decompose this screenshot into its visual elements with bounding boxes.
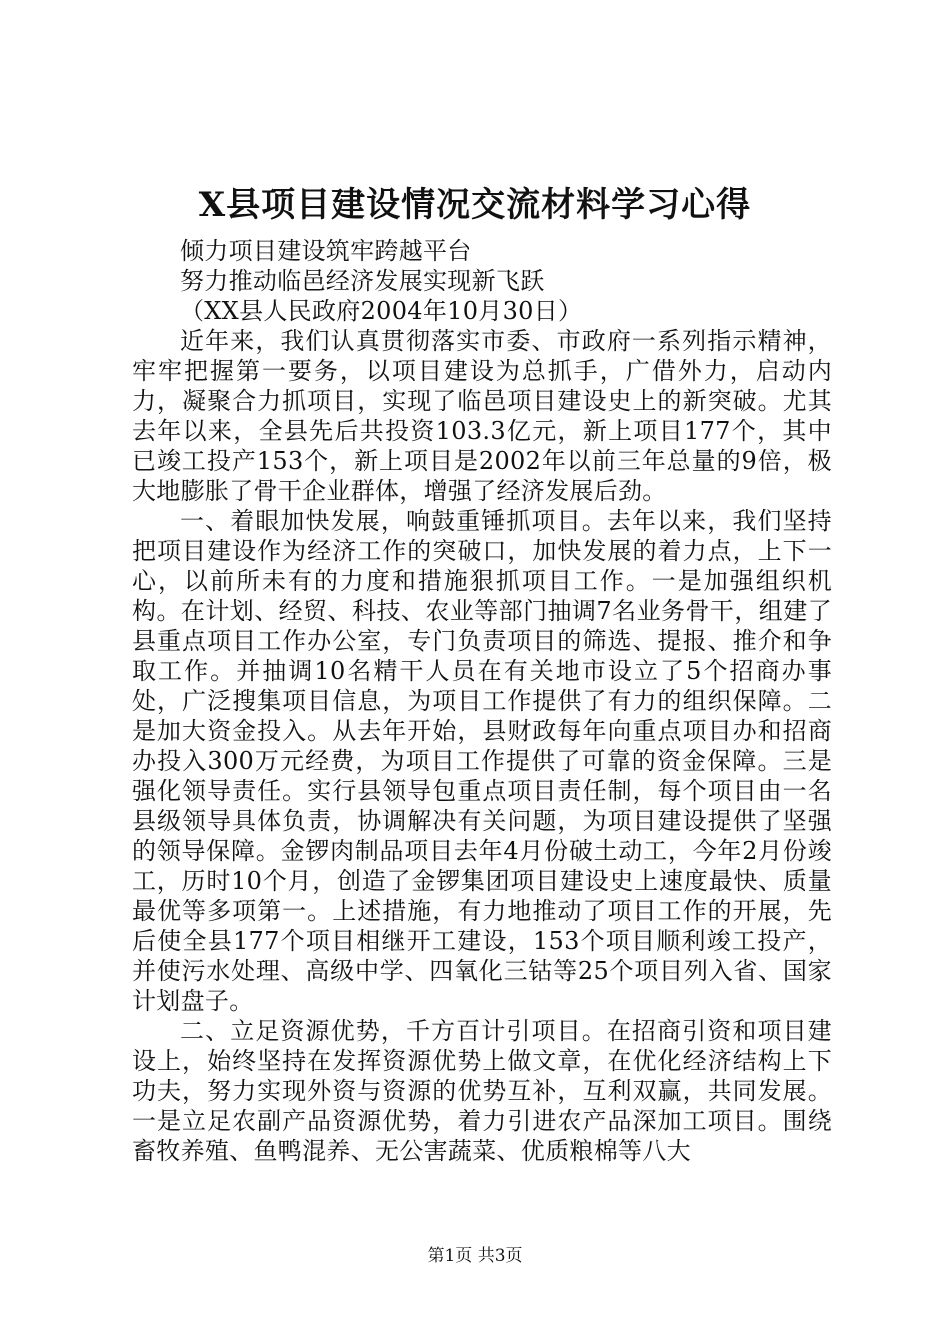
document-body [132,236,832,1166]
byline: （XX县人民政府2004年10月30日） [180,297,583,325]
paragraph-intro: 近年来，我们认真贯彻落实市委、市政府一系列指示精神，牢牢把握第一要务，以项目建设为总抓手，广借外力，启动内力，凝聚合力抓项目，实现了临邑项目建设史上的新突破。尤其去年以来，全县先后共投资103.3亿元，新上项目177个，其中已竣工投产153个，新上项目是2002年以前三年总量的9倍，极大地膨胀了骨干企业群体，增强了经济发展后劲。 [132,327,832,505]
paragraph-section-one: 一、着眼加快发展，响鼓重锤抓项目。去年以来，我们坚持把项目建设作为经济工作的突破口，加快发展的着力点，上下一心，以前所未有的力度和措施狠抓项目工作。一是加强组织机构。在计划、经贸、科技、农业等部门抽调7名业务骨干，组建了县重点项目工作办公室，专门负责项目的筛选、提报、推介和争取工作。并抽调10名精干人员在有关地市设立了5个招商办事处，广泛搜集项目信息，为项目工作提供了有力的组织保障。二是加大资金投入。从去年开始，县财政每年向重点项目办和招商办投入300万元经费，为项目工作提供了可靠的资金保障。三是强化领导责任。实行县领导包重点项目责任制，每个项目由一名县级领导具体负责，协调解决有关问题，为项目建设提供了坚强的领导保障。金锣肉制品项目去年4月份破土动工，今年2月份竣工，历时10个月，创造了金锣集团项目建设史上速度最快、质量最优等多项第一。上述措施，有力地推动了项目工作的开展，先后使全县177个项目相继开工建设，153个项目顺利竣工投产，并使污水处理、高级中学、四氧化三钴等25个项目列入省、国家计划盘子。 [132,507,832,1015]
page-number-footer: 第1页 共3页 [427,1246,523,1266]
paragraph-section-two: 二、立足资源优势，千方百计引项目。在招商引资和项目建设上，始终坚持在发挥资源优势上做文章，在优化经济结构上下功夫，努力实现外资与资源的优势互补，互利双赢，共同发展。一是立足农副产品资源优势，着力引进农产品深加工项目。围绕畜牧养殖、鱼鸭混养、无公害蔬菜、优质粮棉等八大 [132,1017,832,1165]
document-title: X县项目建设情况交流材料学习心得 [198,185,752,225]
subtitle-line-2: 努力推动临邑经济发展实现新飞跃 [180,267,545,295]
subtitle-line-1: 倾力项目建设筑牢跨越平台 [180,237,472,265]
